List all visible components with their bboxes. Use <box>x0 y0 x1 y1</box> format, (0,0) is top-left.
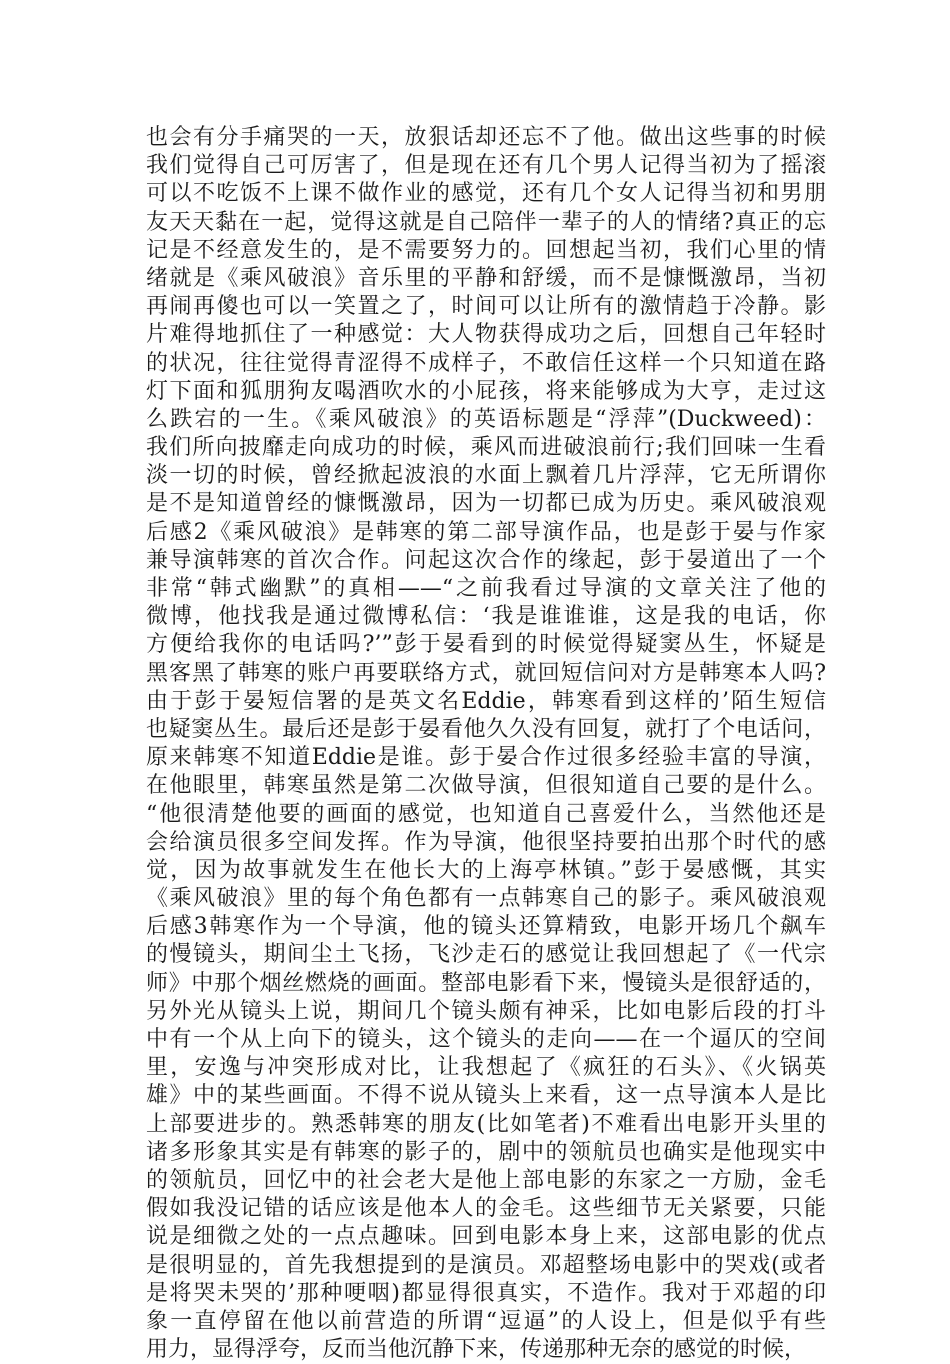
text-line: 方便给我你的电话吗?’”彭于晏看到的时候觉得疑窦丛生，怀疑是 <box>146 632 826 658</box>
text-line: 我们觉得自己可厉害了，但是现在还有几个男人记得当初为了摇滚 <box>146 153 826 179</box>
text-line: 的慢镜头，期间尘土飞扬，飞沙走石的感觉让我回想起了《一代宗 <box>146 942 826 968</box>
text-line: “他很清楚他要的画面的感觉，也知道自己喜爱什么，当然他还是 <box>146 801 826 827</box>
text-line: 的领航员，回忆中的社会老大是他上部电影的东家之一方励，金毛 <box>146 1167 826 1193</box>
text-line: 在他眼里，韩寒虽然是第二次做导演，但很知道自己要的是什么。 <box>146 773 826 799</box>
text-line: 兼导演韩寒的首次合作。问起这次合作的缘起，彭于晏道出了一个 <box>146 547 826 573</box>
text-line: 后感2《乘风破浪》是韩寒的第二部导演作品，也是彭于晏与作家 <box>146 519 826 545</box>
text-line: 绪就是《乘风破浪》音乐里的平静和舒缓，而不是慷慨激昂，当初 <box>146 265 826 291</box>
text-line: 诸多形象其实是有韩寒的影子的，剧中的领航员也确实是他现实中 <box>146 1139 826 1165</box>
text-line: 是将哭未哭的’那种哽咽)都显得很真实，不造作。我对于邓超的印 <box>146 1280 826 1306</box>
text-line: 非常“韩式幽默”的真相——“之前我看过导演的文章关注了他的 <box>146 576 826 601</box>
text-line: 里，安逸与冲突形成对比，让我想起了《疯狂的石头》、《火锅英 <box>146 1055 826 1081</box>
text-line: 原来韩寒不知道Eddie是谁。彭于晏合作过很多经验丰富的导演， <box>146 745 826 771</box>
text-line: 上部要进步的。熟悉韩寒的朋友(比如笔者)不难看出电影开头里的 <box>146 1111 826 1137</box>
text-line: 也疑窦丛生。最后还是彭于晏看他久久没有回复，就打了个电话问， <box>146 716 826 742</box>
text-line: 假如我没记错的话应该是他本人的金毛。这些细节无关紧要，只能 <box>146 1196 826 1222</box>
text-line: 师》中那个烟丝燃烧的画面。整部电影看下来，慢镜头是很舒适的， <box>146 970 826 996</box>
text-line: 也会有分手痛哭的一天，放狠话却还忘不了他。做出这些事的时候 <box>146 125 826 150</box>
text-line: 用力，显得浮夸，反而当他沉静下来，传递那种无奈的感觉的时候， <box>146 1337 807 1363</box>
text-line: 觉，因为故事就发生在他长大的上海亭林镇。”彭于晏感慨，其实 <box>146 857 826 883</box>
text-line: 是很明显的，首先我想提到的是演员。邓超整场电影中的哭戏(或者 <box>146 1252 826 1278</box>
text-line: 说是细微之处的一点点趣味。回到电影本身上来，这部电影的优点 <box>146 1224 826 1250</box>
text-line: 灯下面和狐朋狗友喝酒吹水的小屁孩，将来能够成为大亨，走过这 <box>146 378 826 404</box>
text-line: 会给演员很多空间发挥。作为导演，他很坚持要拍出那个时代的感 <box>146 829 826 855</box>
text-line: 后感3韩寒作为一个导演，他的镜头还算精致，电影开场几个飙车 <box>146 914 826 940</box>
text-line: 《乘风破浪》里的每个角色都有一点韩寒自己的影子。乘风破浪观 <box>146 886 826 912</box>
text-line: 是不是知道曾经的慷慨激昂，因为一切都已成为历史。乘风破浪观 <box>146 491 826 517</box>
text-line: 记是不经意发生的，是不需要努力的。回想起当初，我们心里的情 <box>146 237 826 263</box>
text-line: 我们所向披靡走向成功的时候，乘风而进破浪前行;我们回味一生看 <box>146 435 826 461</box>
text-line: 的状况，往往觉得青涩得不成样子，不敢信任这样一个只知道在路 <box>146 350 826 376</box>
text-line: 另外光从镜头上说，期间几个镜头颇有神采，比如电影后段的打斗 <box>146 998 826 1024</box>
text-line: 可以不吃饭不上课不做作业的感觉，还有几个女人记得当初和男朋 <box>146 181 826 207</box>
text-line: 由于彭于晏短信署的是英文名Eddie，韩寒看到这样的’陌生短信 <box>146 688 826 714</box>
text-line: 友天天黏在一起，觉得这就是自己陪伴一辈子的人的情绪?真正的忘 <box>146 209 826 235</box>
text-line: 片难得地抓住了一种感觉：大人物获得成功之后，回想自己年轻时 <box>146 322 826 348</box>
text-line: 中有一个从上向下的镜头，这个镜头的走向——在一个逼仄的空间 <box>146 1027 826 1052</box>
text-line: 么跌宕的一生。《乘风破浪》的英语标题是“浮萍”(Duckweed)： <box>146 406 826 432</box>
text-line: 象一直停留在他以前营造的所谓“逗逼”的人设上，但是似乎有些 <box>146 1308 826 1334</box>
text-line: 雄》中的某些画面。不得不说从镜头上来看，这一点导演本人是比 <box>146 1083 826 1109</box>
text-line: 微博，他找我是通过微博私信：‘我是谁谁谁，这是我的电话，你 <box>146 604 826 630</box>
text-line: 淡一切的时候，曾经掀起波浪的水面上飘着几片浮萍，它无所谓你 <box>146 463 826 489</box>
body-text <box>146 124 826 1364</box>
text-line: 再闹再傻也可以一笑置之了，时间可以让所有的激情趋于冷静。影 <box>146 294 826 320</box>
text-line: 黑客黑了韩寒的账户再要联络方式，就回短信问对方是韩寒本人吗? <box>146 660 826 686</box>
